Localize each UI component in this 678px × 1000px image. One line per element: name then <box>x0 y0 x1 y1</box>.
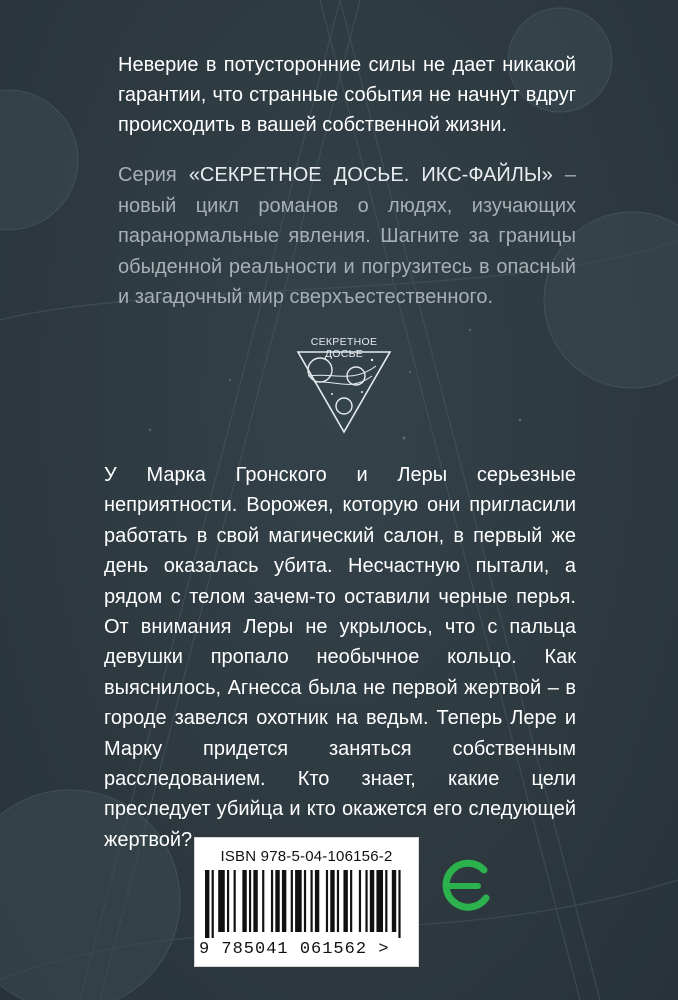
barcode-bar <box>370 870 374 932</box>
barcode-bar <box>385 870 387 932</box>
tagline-text: Неверие в потусторонние силы не дает никакой гарантии, что странные события не начнут вдруг происходить в вашей собственной жизни. <box>118 54 576 136</box>
barcode-bar <box>350 870 352 932</box>
barcode-bar <box>376 870 383 932</box>
isbn-number: ISBN 978-5-04-106156-2 <box>220 848 393 865</box>
barcode-bar <box>271 870 273 932</box>
barcode-bar <box>234 870 236 932</box>
barcode-bar <box>262 870 264 932</box>
barcode-bar <box>392 870 396 932</box>
barcode-bar <box>205 870 209 938</box>
emblem-label: СЕКРЕТНОЕ ДОСЬЕ <box>310 336 378 360</box>
series-suffix: – новый цикл романов о людях, изучающих паранормальные явления. Шагните за границы обыденной реальности и погрузитесь в опасный и загадочный мир сверхъестественного. <box>118 164 576 308</box>
barcode-bars <box>205 870 405 938</box>
barcode-bar <box>365 870 367 932</box>
barcode-bar <box>227 870 229 932</box>
barcode-digits: 9 785041 061562 > <box>199 940 390 959</box>
barcode-bar <box>249 870 251 932</box>
barcode-bar <box>295 870 302 932</box>
triangle-planets-icon <box>292 336 396 436</box>
barcode-bar <box>291 870 293 932</box>
series-description <box>118 160 576 313</box>
barcode-bar <box>218 870 225 932</box>
barcode-bar <box>398 870 400 938</box>
barcode-bar <box>275 870 279 932</box>
barcode-bar <box>242 870 246 932</box>
barcode-bar <box>343 870 347 932</box>
barcode-bar <box>337 870 339 932</box>
barcode-bar <box>359 870 361 932</box>
barcode-bar <box>253 870 257 932</box>
series-emblem <box>292 336 396 436</box>
series-name: «СЕКРЕТНОЕ ДОСЬЕ. ИКС-ФАЙЛЫ» <box>188 164 553 186</box>
barcode-bar <box>330 870 334 932</box>
barcode-bar <box>326 870 328 932</box>
eksmo-logo-icon <box>438 850 494 922</box>
barcode-bar <box>310 870 312 932</box>
barcode-bar <box>282 870 286 932</box>
barcode <box>194 837 419 967</box>
barcode-bar <box>212 870 214 938</box>
barcode-bar <box>315 870 319 932</box>
synopsis-text: У Марка Гронского и Леры серьезные неприятности. Ворожея, которую они пригласили работать в свой магический салон, в первый же день оказалась убита. Несчастную пытали, а рядом с телом зачем-то оставили черные перья. От внимания Леры не укрылось, что с пальца девушки пропало необычное кольцо. Как выяснилось, Агнесса была не первой жертвой – в городе завелся охотник на ведьм. Теперь Лере и Марку придется заняться собственным расследованием. Кто знает, какие цели преследует убийца и кто окажется его следующей жертвой? <box>104 464 576 851</box>
barcode-bar <box>304 870 306 932</box>
series-prefix: Серия <box>118 164 189 186</box>
